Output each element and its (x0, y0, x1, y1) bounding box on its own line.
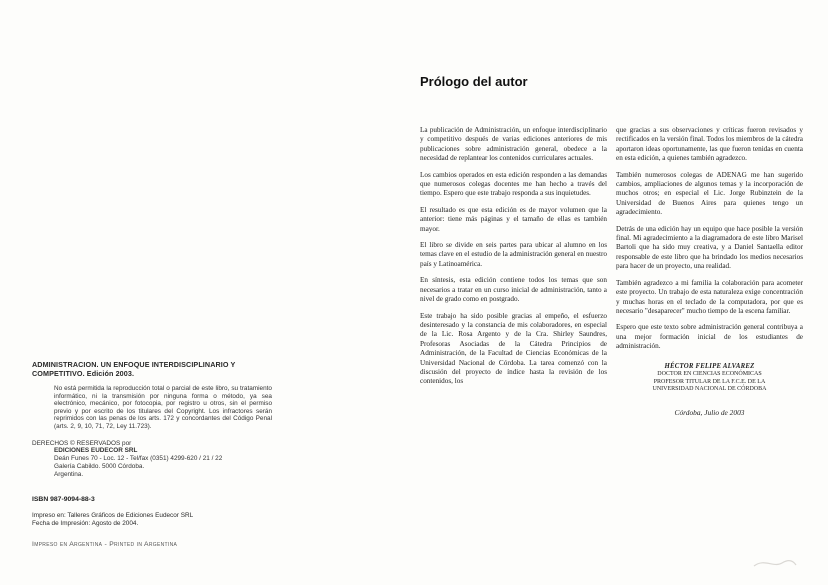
prologue-paragraph: La publicación de Administración, un enfoque interdisciplinario y competitivo después de varias ediciones anteriores de mis publicaciones sobre administración general, obedece a la necesidad de replantear los contenidos curriculares actuales. (420, 126, 607, 163)
printed-at-line: Impreso en: Talleres Gráficos de Ediciones Eudecor SRL (32, 511, 194, 519)
prologue-paragraph: También numerosos colegas de ADENAG me han sugerido cambios, ampliaciones de algunos temas y la incorporación de muchos otros; en especial el Lic. Jorge Rubinztein de la Universidad de Buenos Aires para quienes tengo un agradecimiento. (616, 170, 803, 217)
prologue-paragraph: En síntesis, esta edición contiene todos los temas que son necesarios a tratar en un curso inicial de administración, tanto a nivel de grado como en postgrado. (420, 276, 607, 304)
author-title-3: UNIVERSIDAD NACIONAL DE CÓRDOBA (652, 386, 767, 393)
publisher-address-1: Deán Funes 70 - Loc. 12 - Tel/fax (0351) 4299-620 / 21 / 22 (54, 455, 223, 463)
prologue-paragraph: Detrás de una edición hay un equipo que hace posible la versión final. Mi agradecimiento a la diagramadora de este libro Marisel Bartoli que ha sido muy creativa, y a Daniel Santaella editor responsable de este libro que ha brindado los medios necesarios para hacer de un proyecto, una realidad. (616, 224, 803, 271)
rights-line: DERECHOS © RESERVADOS por (32, 439, 132, 447)
prologue-paragraph: que gracias a sus observaciones y críticas fueron revisados y rectificados en la versión final. Todos los miembros de la cátedra aportaron ideas oportunamente, las que fueron tenidas en cuenta en esta edición, a quienes también agradezco. (616, 126, 803, 163)
author-title-2: PROFESOR TITULAR DE LA F.C.E. DE LA (653, 378, 766, 385)
copyright-notice: No está permitida la reproducción total o parcial de este libro, su tratamiento informático, ni la transmisión por ninguna forma o método, ya sea electrónico, mecánico, por fotocopia, por registro u otros, sin el permiso previo y por escrito de los titulares del Copyright. Los infractores serán reprimidos con las penas de los arts. 172 y concordantes del Código Penal (arts. 2, 9, 10, 71, 72, Ley 11.723). (54, 385, 272, 430)
print-info (32, 512, 304, 528)
prologue-column-2 (616, 126, 803, 417)
prologue-paragraph: Espero que este texto sobre administración general contribuya a una mejor formación inicial de los estudiantes de administración. (616, 323, 803, 351)
prologue-paragraph: Los cambios operados en esta edición responden a las demandas que numerosos colegas docentes me han hecho a través del tiempo. Espero que este trabajo responda a sus inquietudes. (420, 170, 607, 198)
prologue-heading: Prólogo del autor (420, 74, 528, 89)
pencil-mark (752, 556, 798, 570)
print-date-line: Fecha de Impresión: Agosto de 2004. (32, 519, 139, 527)
prologue-column-1 (420, 126, 607, 394)
author-signature-block (616, 362, 803, 418)
prologue-paragraph: También agradezco a mi familia la colaboración para acometer este proyecto. Un trabajo de esta naturaleza exige concentración y muchas horas en el teclado de la computadora, por que es necesario "desaparecer" mucho tiempo de la escena familiar. (616, 278, 803, 315)
book-title: ADMINISTRACION. UN ENFOQUE INTERDISCIPLINARIO Y COMPETITIVO. Edición 2003. (32, 360, 236, 378)
publisher-name: EDICIONES EUDECOR SRL (54, 447, 138, 455)
publisher-address-2: Galería Cabildo. 5000 Córdoba. (54, 462, 145, 470)
signature-date: Córdoba, Julio de 2003 (674, 407, 745, 417)
prologue-paragraph: Este trabajo ha sido posible gracias al empeño, el esfuerzo desinteresado y la constancia de mis colaboradores, en especial de la Lic. Rosa Argento y de la Cra. Shirley Saundres, Profesoras Asociadas de la Cátedra Principios de Administración, de la Facultad de Ciencias Económicas de la Universidad Nacional de Córdoba. La tarea comenzó con la discusión del proyecto de índice hasta la revisión de los contenidos, los (420, 311, 607, 386)
author-title-1: DOCTOR EN CIENCIAS ECONÓMICAS (657, 370, 762, 377)
prologue-paragraph: El resultado es que esta edición es de mayor volumen que la anterior: tiene más páginas y el tamaño de ellas es también mayor. (420, 205, 607, 233)
prologue-paragraph: El libro se divide en seis partes para ubicar al alumno en los temas clave en el estudio de la administración general en nuestro país y Latinoamérica. (420, 241, 607, 268)
rights-block (32, 440, 304, 479)
publisher-address-3: Argentina. (54, 470, 84, 478)
printed-in-argentina-line: Impreso en Argentina - Printed in Argentina (32, 540, 178, 548)
left-page-colophon (32, 360, 304, 548)
isbn: ISBN 987-9094-88-3 (32, 495, 95, 503)
author-name: HÉCTOR FELIPE ALVAREZ (664, 362, 755, 370)
